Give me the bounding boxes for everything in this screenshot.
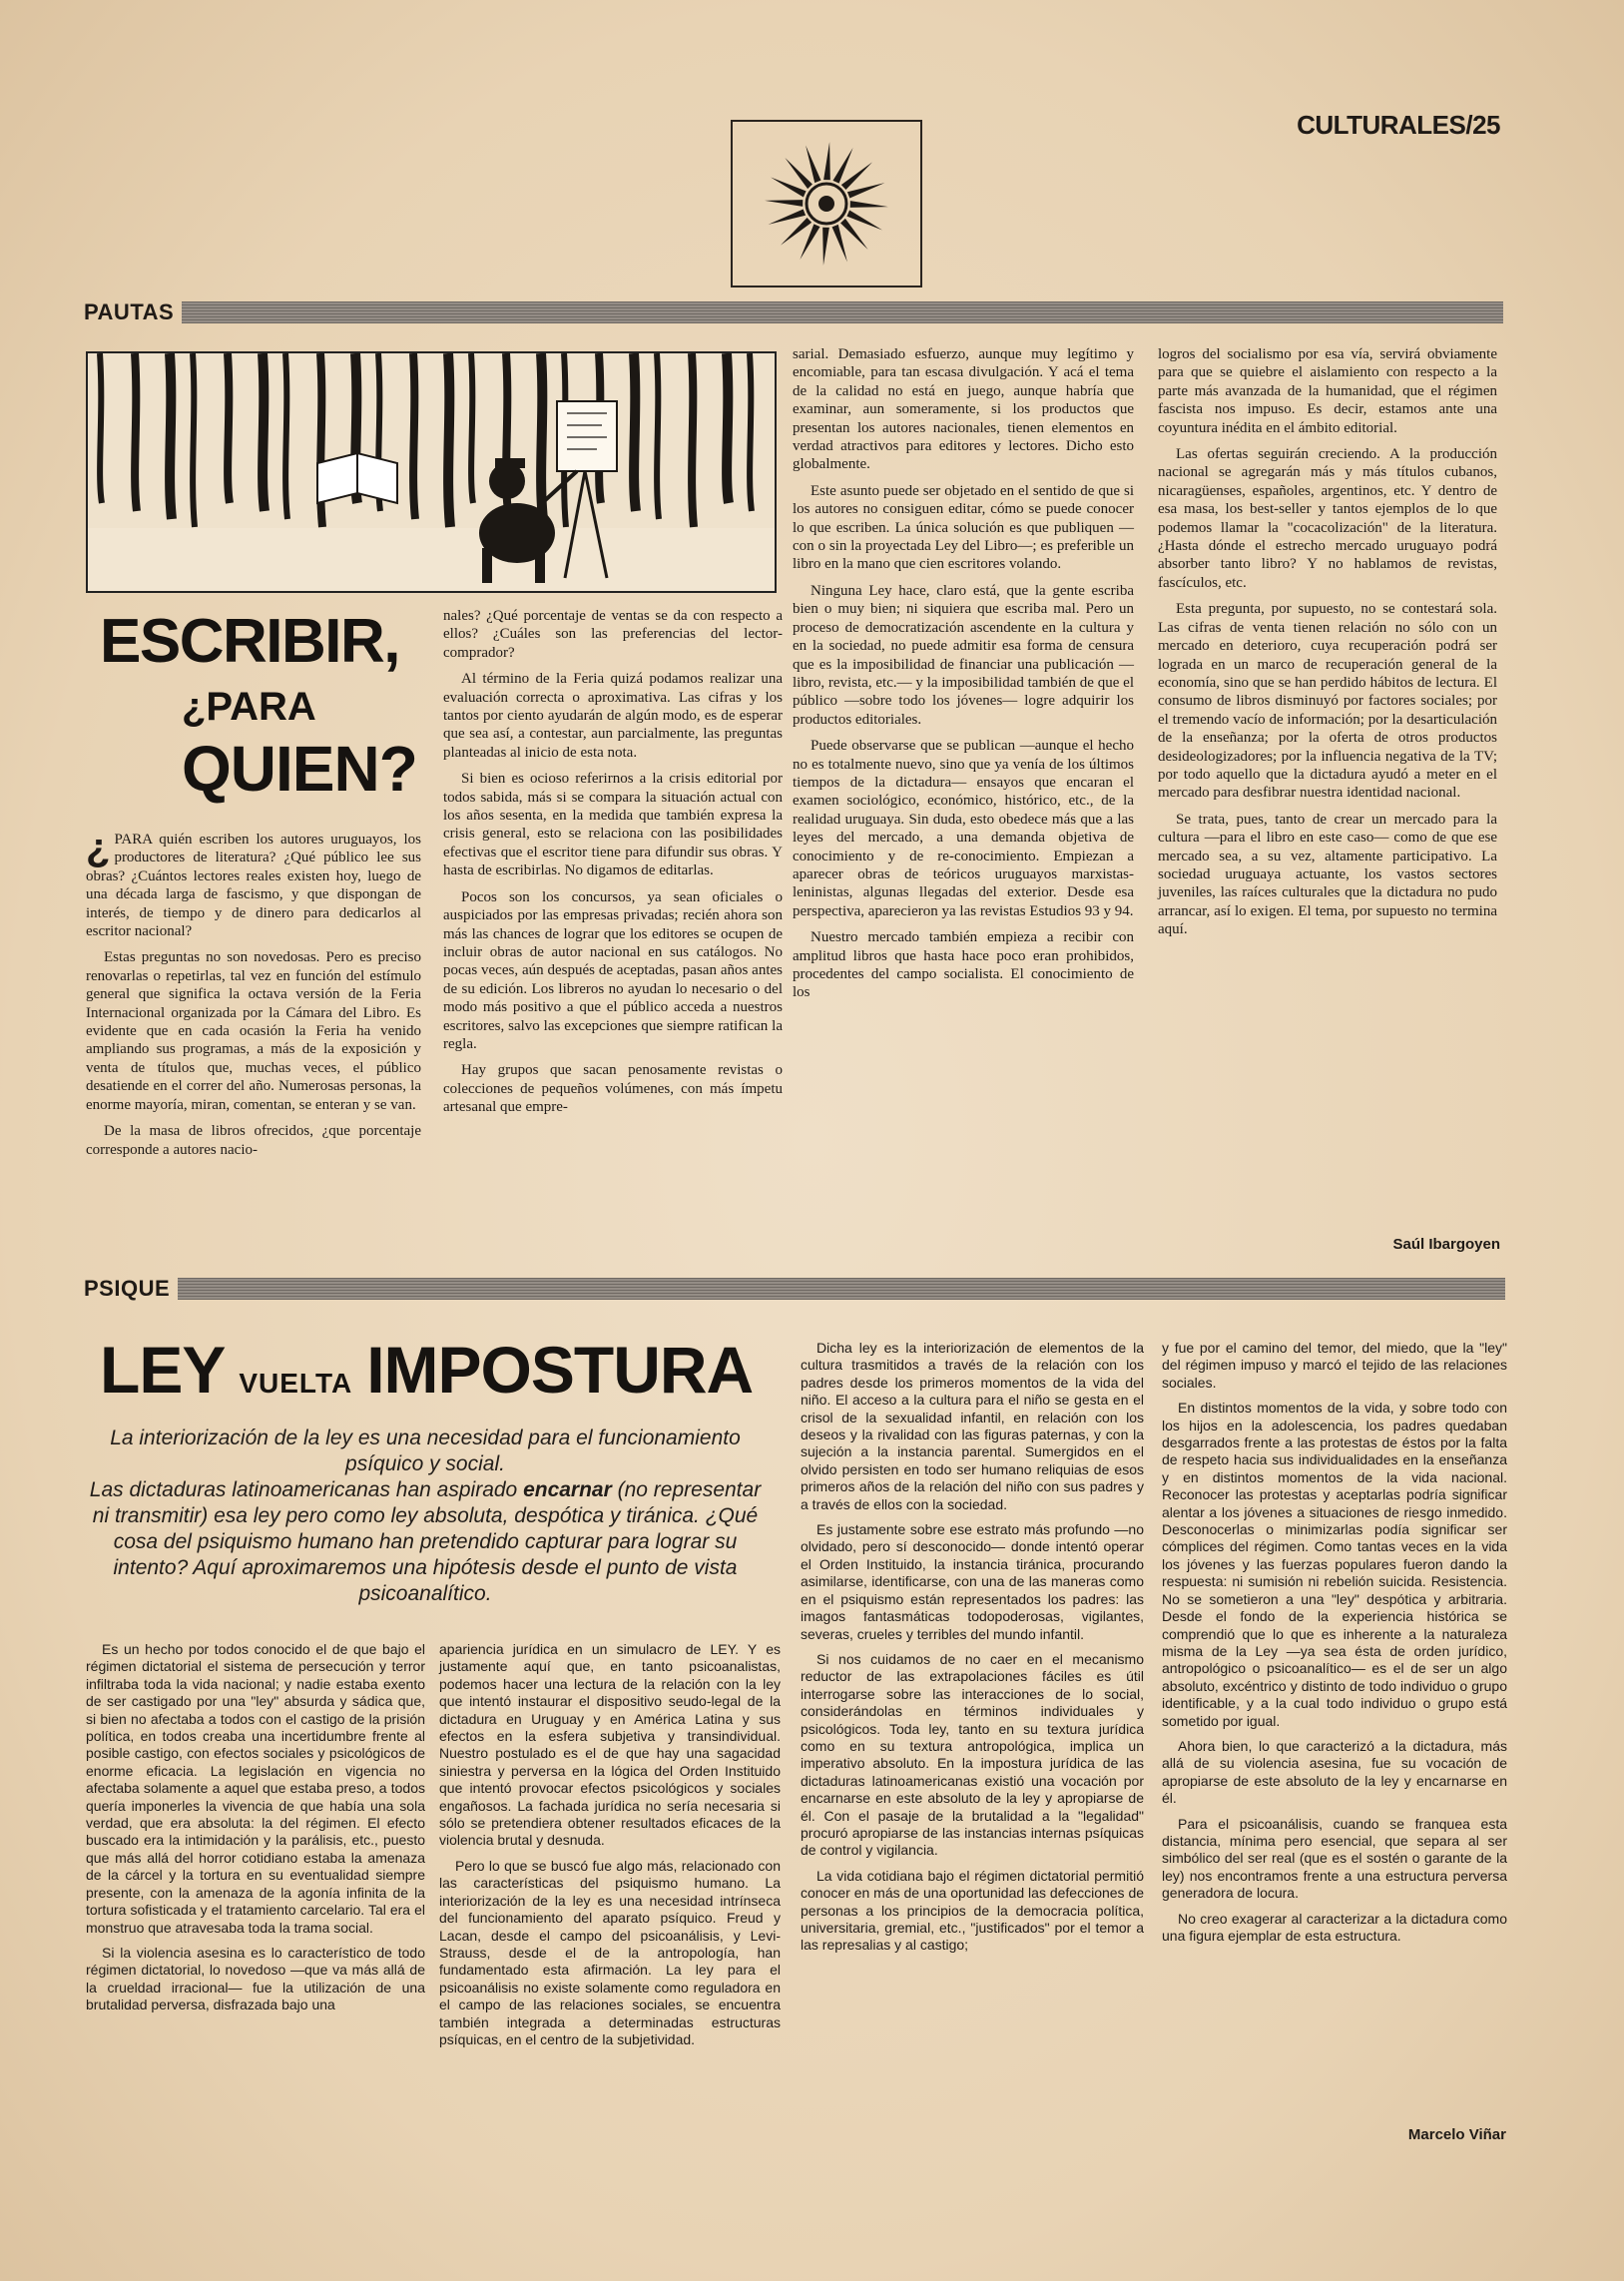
emblem-ray bbox=[832, 225, 847, 262]
pautas-column-3 bbox=[793, 345, 1134, 1010]
pautas-column-4 bbox=[1158, 345, 1497, 947]
psique-col1-para-1: Es un hecho por todos conocido el de que bajo el régimen dictatorial el sistema de persecución y terror infiltraba toda la vida nacional; y nadie estaba exento de ser castigado por una "ley" absurda y sádica que, si bien no afectaba a todos con el castigo de la prisión política, en todos creaba una incertidumbre frente al posible castigo, con efectos sociales y psicológicos de enorme eficacia. La legislación en vigencia no afectaba solamente a aquel que estaba preso, a todos quería imponerles la vivencia de que había una sola verdad, que era absoluta: la del régimen. El efecto buscado era la intimidación y la parálisis, etc., puesto que más allá del horror cotidiano estaba la amenaza de la cárcel y la tortura en su eventualidad siempre presente, con la amenaza de la agonía infinita de la tortura sofisticada y el tratamiento carcelario. Tal era el monstruo que atravesaba toda la trama social. bbox=[86, 1641, 425, 1936]
psique-col4-para-4: Para el psicoanálisis, cuando se franquea esta distancia, mínima pero esencial, que separa al ser simbólico del ser real (que es el sostén o garante de la ley) nos encontramos frente a una estructura perversa generadora de locura. bbox=[1162, 1815, 1507, 1902]
tree-trunk bbox=[170, 353, 172, 519]
psique-col4-para-1: y fue por el camino del temor, del miedo, que la "ley" del régimen impuso y marcó el tejido de las relaciones sociales. bbox=[1162, 1340, 1507, 1391]
section-rule bbox=[178, 1278, 1505, 1300]
drop-question-mark: ¿ bbox=[86, 826, 111, 869]
pautas-column-2 bbox=[443, 607, 783, 1125]
tree-trunk bbox=[541, 353, 543, 519]
deck-text: (no representar ni transmitir) esa ley pero como ley absoluta, despótica y tiránica. ¿Qué cosa del psiquismo humano han pretendido capturar para lograr su intento? Aquí aproximaremos una hipótesis desde el punto de vista psicoanalítico. bbox=[92, 1478, 762, 1605]
headline-line-2: ¿PARA bbox=[182, 685, 316, 729]
paragraph-text: PARA quién escriben los autores uruguayos, los productores de literatura? ¿Qué público lee sus obras? ¿Cuántos lectores reales existen hoy, luego de una década larga de fascismo, y que dispongan de interés, de tiempo y de dinero para dedicarlos al escritor nacional? bbox=[86, 832, 421, 940]
headline-word-ley: LEY bbox=[100, 1333, 226, 1407]
section-bar-psique bbox=[84, 1274, 1505, 1304]
psique-column-1 bbox=[86, 1641, 425, 2022]
author-signature: Marcelo Viñar bbox=[1407, 2126, 1506, 2143]
pautas-col3-para-1: sarial. Demasiado esfuerzo, aunque muy legítimo y encomiable, para tan escasa divulgación. Y acá el tema de la calidad no está en juego, aunque habría que examinar, aun someramente, si los productos que presentan los autores nacionales, tienen elementos en verdad atractivos para editores y lectores. Dicho esto globalmente. bbox=[793, 346, 1134, 473]
psique-col2-para-2: Pero lo que se buscó fue algo más, relacionado con las características del psiquismo humano. La interiorización de la ley es una necesidad intrínseca del funcionamiento del aparato psíquico. Freud y Lacan, desde el campo del psicoanálisis, y Levi-Strauss, desde el de la antropología, han fundamentado esta afirmación. La ley para el psicoanálisis no existe solamente como reguladora en el campo de las relaciones sociales, se encuentra también integrada a determinadas estructuras psíquicas, en el centro de la subjetividad. bbox=[439, 1857, 781, 2047]
tree-trunk bbox=[471, 353, 473, 503]
emblem-ray bbox=[765, 200, 803, 207]
emblem-ray bbox=[769, 210, 806, 225]
pautas-col4-para-1: logros del socialismo por esa vía, servirá obviamente para que se quiebre el aislamiento con respecto a la parte más avanzada de la humanidad, que el régimen fascista nos impuso. Es decir, estamos ante una coyuntura inédita en el ámbito editorial. bbox=[1158, 346, 1497, 436]
pautas-col4-para-3: Esta pregunta, por supuesto, no se contestará sola. Las cifras de venta tienen relación no sólo con un mercado en deterioro, cuya recuperación podrá ser lograda en un marco de recuperación general de la economía, sino que se han perdido hábitos de lectura. El consumo de libros disminuyó por factores sociales; por el tremendo vacío de información; por la desarticulación de la enseñanza; por la oferta de otros productos desideologizadores; por la influencia negativa de la TV; por todo aquello que la dictadura ayudó a meter en el mercado para desfibrar nuestra identidad nacional. bbox=[1158, 601, 1497, 802]
section-rule bbox=[182, 301, 1503, 323]
emblem-ray bbox=[800, 224, 819, 260]
emblem-ray bbox=[785, 158, 812, 189]
tree-trunk bbox=[193, 353, 195, 527]
tree-trunk bbox=[285, 353, 287, 519]
tree-trunk bbox=[727, 353, 729, 503]
deck-line-1: La interiorización de la ley es una necesidad para el funcionamiento psíquico y social. bbox=[110, 1426, 741, 1475]
pautas-col4-para-4: Se trata, pues, tanto de crear un mercado para la cultura —para el libro en este caso— como de que ese mercado sea, a su vez, altamente participativo. La sociedad uruguaya actuante, los vastos sectores juveniles, las raíces culturales que la dictadura no pudo arrancar, así lo exigen. El tema, por supuesto no termina aquí. bbox=[1158, 811, 1497, 938]
tree-trunk bbox=[634, 353, 636, 511]
tree-trunk bbox=[135, 353, 137, 511]
pautas-col2-para-3: Si bien es ocioso referirnos a la crisis editorial por todos sabida, más si se compara la situación actual con los años sesenta, en la medida que también expresa la crisis general, esto se relaciona con las posibilidades efectivas que el escritor tiene para difundir sus obras. Y hasta de escribirlas. No digamos de editarlas. bbox=[443, 771, 783, 879]
psique-col2-para-1: apariencia jurídica en un simulacro de LEY. Y es justamente aquí que, en tanto psicoanalistas, podemos hacer una lectura de la relación con la ley que intentó instaurar el dispositivo seudo-legal de la dictadura en Uruguay y en América Latina y sus efectos en la esfera subjetiva y transindividual. Nuestro postulado es el de que hay una sagacidad siniestra y perversa en la lógica del Orden Instituido que intentó provocar efectos psicológicos y sociales engañosos. La fachada jurídica no sería necesaria si sólo se pretendiera obtener resultados eficaces de la violencia brutal y desnuda. bbox=[439, 1641, 781, 1849]
section-bar-pautas bbox=[84, 297, 1503, 327]
psique-col1-para-2: Si la violencia asesina es lo característico de todo régimen dictatorial, lo novedoso —que va más allá de la crueldad irracional— fue la utilización de una brutalidad perversa, disfrazada bajo una bbox=[86, 1944, 425, 2013]
tree-trunk bbox=[448, 353, 450, 527]
psique-column-3 bbox=[801, 1340, 1144, 1963]
psique-col3-para-2: Es justamente sobre ese estrato más profundo —no olvidado, pero sí desconocido— donde intentó operar el Orden Instituido, la instancia tiránica, procurando asimilarse, identificarse, con una de las maneras como en el psiquismo están representados los padres: las imagos fantasmáticas todopoderosas, vigilantes, severas, crueles y terribles del mundo infantil. bbox=[801, 1521, 1144, 1642]
pautas-col2-para-4: Pocos son los concursos, ya sean oficiales o auspiciados por las empresas privadas; recién ahora son más las chances de lograr que los editores se ocupen de incluir obras de autor nacional en sus catálogos. No pocas veces, aún después de aceptadas, pasan años antes de su edición. Los libreros no ayudan lo necesario o del modo más positivo a que el público acceda a nuestros escritores, salvo las excepciones que siempre ratifican la regla. bbox=[443, 888, 783, 1052]
pautas-column-1 bbox=[86, 826, 421, 1167]
pautas-col3-para-3: Ninguna Ley hace, claro está, que la gente escriba bien o muy bien; ni siquiera que escriba mal. Pero un proceso de democratización ascendente en la cultura y en la sociedad, no puede admitir esa forma de censura que es la imposibilidad de financiar una publicación —libro, revista, etc.— y la imposibilidad también de que el público —sobre todo los jóvenes— logre adquirir los productos editoriales. bbox=[793, 582, 1134, 728]
author-signature: Saúl Ibargoyen bbox=[1392, 1236, 1500, 1253]
pautas-col1-para-1 bbox=[86, 826, 421, 940]
tree-trunk bbox=[228, 353, 230, 503]
pautas-col2-para-2: Al término de la Feria quizá podamos realizar una evaluación correcta o aproximativa. Las cifras y los tantos por ciento ayudarán de algún modo, es de esperar que sea así, a contestar, aun parcialmente, las preguntas planteadas al inicio de esta nota. bbox=[443, 671, 783, 761]
deck-text: Las dictaduras latinoamericanas han aspirado bbox=[89, 1478, 524, 1501]
painter-in-forest-with-book-illustration bbox=[86, 351, 777, 593]
headline-line-3: QUIEN? bbox=[182, 733, 417, 805]
headline-word-vuelta: VUELTA bbox=[239, 1368, 353, 1399]
page-folio: CULTURALES/25 bbox=[1297, 110, 1500, 140]
psique-col4-para-3: Ahora bien, lo que caracterizó a la dictadura, más allá de su violencia asesina, fue su vocación de apropiarse de este absoluto de la ley y encarnarse en él. bbox=[1162, 1737, 1507, 1807]
headline-line-1: ESCRIBIR, bbox=[100, 607, 399, 676]
emblem-ray bbox=[847, 183, 884, 198]
psique-col3-para-1: Dicha ley es la interiorización de elementos de la cultura trasmitidos a través de la relación con los padres desde los primeros momentos de la vida del niño. El acceso a la cultura para el niño se gesta en el crisol de la sexualidad infantil, en relación con los deseos y la rivalidad con las figuras paternas, y con la sujeción a la instancia parental. Sumergidos en el olvido persisten en todo ser humano reliquias de esos primeros años de la relación del niño con sus padres y a través de ellos con la sociedad. bbox=[801, 1340, 1144, 1512]
emblem-ray bbox=[771, 177, 807, 197]
pautas-col1-para-2: Estas preguntas no son novedosas. Pero es preciso renovarlas o repetirlas, tal vez en función del estímulo general que significa la octava versión de la Feria Internacional organizada por la Cámara del Libro. Es evidente que en cada ocasión la Feria ha venido ampliando sus programas, a más de la exposición y venta de títulos que, muchas veces, el público desatiende en el correr del año. Numerosas personas, la enorme mayoría, miran, comentan, se enteran y se van. bbox=[86, 949, 421, 1113]
section-label: PSIQUE bbox=[84, 1276, 171, 1301]
headline-escribir-para-quien bbox=[100, 607, 419, 805]
pautas-col2-para-1: nales? ¿Qué porcentaje de ventas se da con respecto a ellos? ¿Cuáles son las preferencias del lector-comprador? bbox=[443, 608, 783, 661]
tree-trunk bbox=[413, 353, 415, 519]
section-label: PAUTAS bbox=[84, 299, 175, 324]
emblem-ray bbox=[781, 218, 812, 246]
tree-trunk bbox=[263, 353, 265, 511]
emblem-ray bbox=[806, 146, 820, 183]
emblem-ray bbox=[846, 210, 882, 230]
deck-line-2 bbox=[86, 1477, 765, 1607]
emblem-ray bbox=[822, 228, 829, 266]
tree-trunk bbox=[750, 353, 752, 511]
pautas-col3-para-4: Puede observarse que se publican —aunque el hecho no es totalmente nuevo, sino que ya venía de los últimos tiempos de la dictadura— ensayos que encaran el examen sociológico, económico, histórico, etc., de la realidad uruguaya. Sin duda, esto obedece más que a las leyes del mercado, a una demanda objetiva de conocimiento y de re-conocimiento. Empiezan a aparecer obras de teóricos uruguayos marxistas-leninistas, algunas llegadas del exterior. Desde esa perspectiva, aparecieron ya las revistas Estudios 93 y 94. bbox=[793, 738, 1134, 919]
pautas-col4-para-2: Las ofertas seguirán creciendo. A la producción nacional se agregarán más y más títulos cubanos, nicaragüenses, españoles, argentinos, etc. Y dentro de esa masa, los best-seller y tantos ejemplos de lo que podemos llamar la "cocacolización" de la literatura. ¿Hasta dónde el estrecho mercado uruguayo podrá absorber tanto libro? Y no hablamos de revistas, fascículos, etc. bbox=[1158, 446, 1497, 591]
pautas-col3-para-2: Este asunto puede ser objetado en el sentido de que si los autores no consiguen editar, cómo se puede conocer lo que escriben. La única solución es que publiquen —con o sin la proyectada Ley del Libro—; es preferible un libro en la mano que cien escritores volando. bbox=[793, 482, 1134, 573]
psique-column-2 bbox=[439, 1641, 781, 2056]
emblem-ray bbox=[832, 148, 852, 184]
emblem-ray bbox=[823, 142, 830, 180]
headline-ley-vuelta-impostura bbox=[100, 1332, 779, 1408]
sunburst-emblem-icon bbox=[731, 120, 922, 287]
emblem-ray bbox=[841, 162, 872, 190]
pautas-col2-para-5: Hay grupos que sacan penosamente revistas o colecciones de pequeños volúmenes, con más ímpetu artesanal que empre- bbox=[443, 1062, 783, 1116]
psique-col4-para-5: No creo exagerar al caracterizar a la dictadura como una figura ejemplar de esta estructura. bbox=[1162, 1910, 1507, 1944]
pautas-col3-para-5: Nuestro mercado también empieza a recibir con amplitud libros que hasta hace poco eran prohibidos, procedentes del campo socialista. El conocimiento de los bbox=[793, 929, 1134, 1001]
psique-column-4 bbox=[1162, 1340, 1507, 1953]
pautas-col1-para-3: De la masa de libros ofrecidos, ¿que porcentaje corresponde a autores nacio- bbox=[86, 1123, 421, 1158]
tree-trunk bbox=[100, 353, 102, 503]
psique-col3-para-3: Si nos cuidamos de no caer en el mecanismo reductor de las extrapolaciones fáciles es útil interrogarse sobre las interacciones de lo social, considerándolas en términos individuales y psicológicos. Toda ley, tanto en su textura jurídica como en su textura antropológica, implica un imperativo absoluto. En la impostura jurídica de las dictaduras latinoamericanas existió una vocación por encarnarse en este absoluto de la ley y apropiarse de él. Con el pasaje de la brutalidad a la "legalidad" procuró apropiarse de las instancias internas psíquicas de control y vigilancia. bbox=[801, 1650, 1144, 1859]
emblem-ray bbox=[840, 219, 868, 250]
emblem-ray bbox=[850, 201, 888, 208]
tree-trunk bbox=[657, 353, 659, 519]
psique-col3-para-4: La vida cotidiana bajo el régimen dictatorial permitió conocer en más de una oportunidad las defecciones de personas a los principios de la democracia política, universitaria, gremial, etc., "justificados" por el temor a las represalias y al castigo; bbox=[801, 1867, 1145, 1954]
psique-col4-para-2: En distintos momentos de la vida, y sobre todo con los hijos en la adolescencia, los padres quedaban desgarrados frente a las protestas de éstos por la falta de respeto hacia sus individualidades en la enseñanza y en distintos momentos de la vida nacional. Reconocer las protestas y aceptarlas podría significar alentar a los jóvenes a situaciones de riesgo inmedido. Desconocerlas o minimizarlas podía significar ser cómplices del régimen. Como tantas veces en la vida los jóvenes y las fuerzas populares fueron dando la respuesta: ni sumisión ni rebelión suicida. Resistencia. No se sometieron a una "ley" despótica y arbitraria. Desde el fondo de la experiencia histórica se comprendió que lo que es inherente a la naturaleza misma de la Ley —ya sea ésta de orden jurídico, antropológico o psicoanalítico— es el de ser un algo absoluto, excéntrico y distinto de todo individuo o grupo identificable, y a la cual todo individuo o grupo está sometido por igual. bbox=[1162, 1400, 1507, 1729]
tree-trunk bbox=[692, 353, 694, 527]
article-deck bbox=[86, 1426, 765, 1607]
headline-word-impostura: IMPOSTURA bbox=[366, 1333, 754, 1407]
deck-emphasis: encarnar bbox=[523, 1478, 612, 1501]
